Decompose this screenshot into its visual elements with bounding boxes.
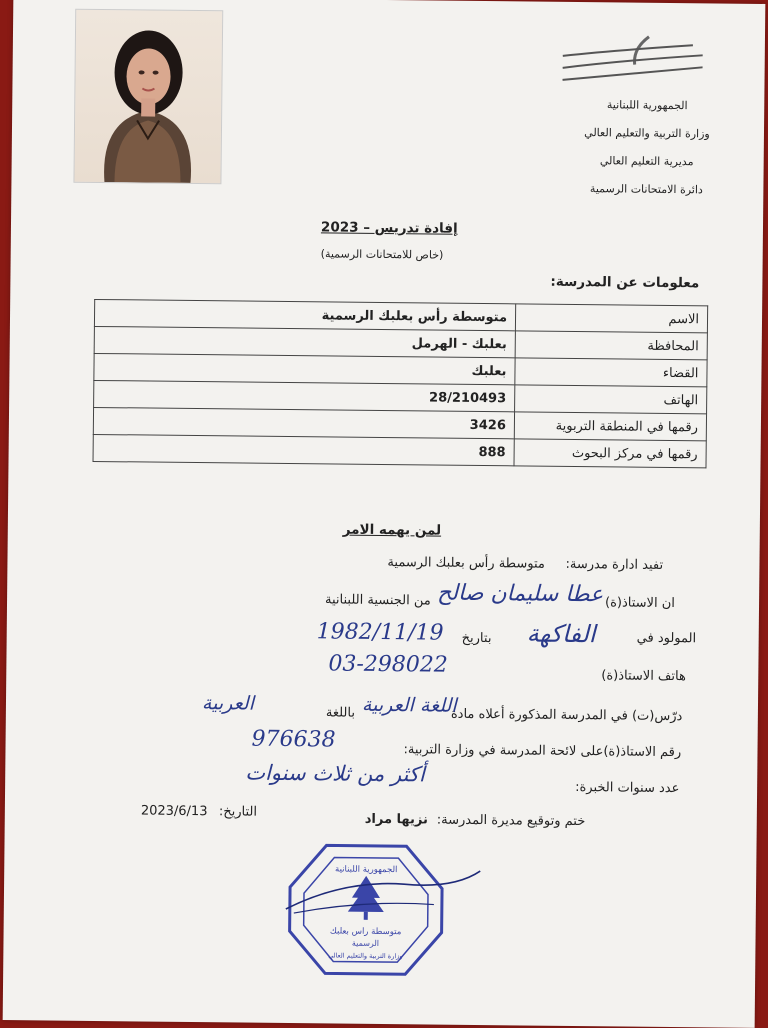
section-heading: معلومات عن المدرسة:: [550, 273, 700, 292]
to-whom-heading: لمن يهمه الامر: [342, 521, 442, 539]
header-line-2: وزارة التربية والتعليم العالي: [584, 126, 710, 141]
table-value: متوسطة رأس بعلبك الرسمية: [94, 299, 515, 330]
table-value: 888: [93, 434, 514, 465]
language-label: باللغة: [325, 705, 356, 721]
table-value: بعلبك: [94, 353, 515, 384]
table-value: بعلبك - الهرمل: [94, 326, 515, 357]
ministry-logo: [552, 30, 703, 88]
date-value: 2023/6/13: [140, 803, 208, 820]
phone-label: هاتف الاستاذ(ة): [601, 668, 686, 685]
handwritten-experience: أكثر من ثلاث سنوات: [245, 760, 425, 787]
header-line-1: الجمهورية اللبنانية: [606, 98, 688, 113]
line-school: [387, 555, 663, 573]
handwritten-phone: 03-298022: [328, 651, 448, 678]
handwritten-staff-number: 976638: [251, 726, 336, 753]
school-label: تفيد ادارة مدرسة:: [565, 556, 664, 573]
table-label: رقمها في المنطقة التربوية: [514, 412, 706, 441]
table-row: [93, 434, 706, 467]
principal-name: نزيها مراد: [364, 811, 428, 828]
handwritten-subject: اللغة العربية: [361, 693, 457, 717]
experience-label: عدد سنوات الخبرة:: [575, 780, 680, 797]
table-label: القضاء: [515, 358, 707, 387]
table-label: المحافظة: [515, 331, 707, 360]
table-label: الهاتف: [515, 385, 707, 414]
document-page: [3, 0, 766, 1028]
document-subtitle: (خاص للامتحانات الرسمية): [320, 247, 444, 262]
school-value: متوسطة رأس بعلبك الرسمية: [387, 555, 545, 572]
birthdate-label: بتاريخ: [461, 630, 492, 647]
signature-label: ختم وتوقيع مديرة المدرسة:: [436, 812, 586, 830]
stamp-text-center-2: الرسمية: [351, 938, 380, 948]
date-label: التاريخ:: [218, 804, 258, 820]
signature-scribble: [284, 859, 485, 921]
header-line-3: مديرية التعليم العالي: [599, 154, 694, 169]
stamp-text-bottom: وزارة التربية والتعليم العالي: [328, 951, 403, 961]
stamp-text-center: متوسطة راس بعلبك: [329, 926, 402, 938]
table-label: الاسم: [515, 304, 707, 333]
handwritten-language: العربية: [201, 692, 255, 715]
stamp-text-top: الجمهورية اللبنانية: [335, 864, 398, 876]
staff-number-label: رقم الاستاذ(ة)على لائحة المدرسة في وزارة التربية:: [403, 742, 682, 761]
header-line-4: دائرة الامتحانات الرسمية: [589, 182, 703, 197]
handwritten-birthplace: الفاكهة: [526, 619, 596, 649]
school-info-table: [93, 299, 709, 468]
birthplace-label: المولود في: [636, 630, 697, 647]
teacher-label: ان الاستاذ(ة): [604, 595, 675, 612]
subject-label: درّس(ت) في المدرسة المذكورة أعلاه مادة: [450, 706, 683, 725]
portrait-photo: [73, 9, 223, 185]
document-title: إفادة تدريس – 2023: [320, 219, 458, 237]
nationality-text: من الجنسية اللبنانية: [324, 592, 431, 609]
table-value: 28/210493: [94, 380, 515, 411]
table-label: رقمها في مركز البحوث: [514, 439, 706, 468]
table-value: 3426: [93, 407, 514, 438]
handwritten-name: عطا سليمان صالح: [437, 580, 604, 608]
handwritten-birthdate: 1982/11/19: [316, 619, 444, 646]
